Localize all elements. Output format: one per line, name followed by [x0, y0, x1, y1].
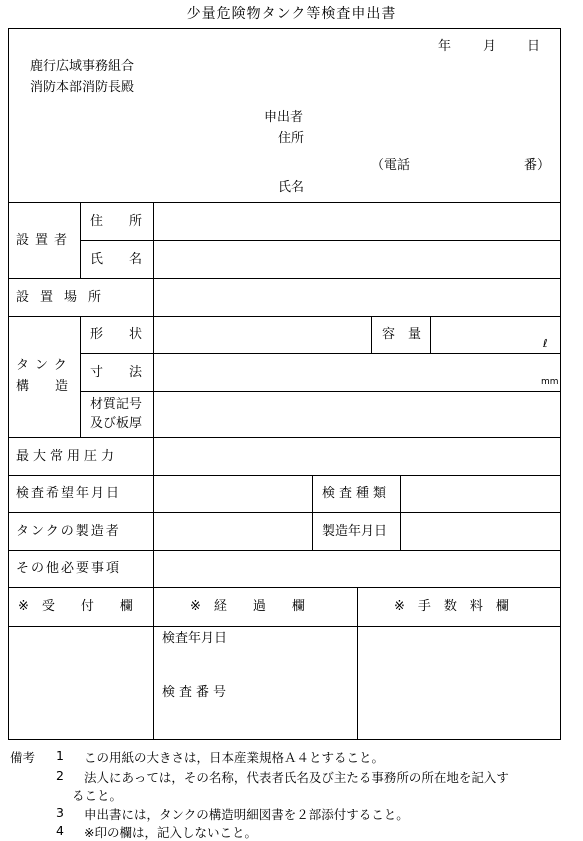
date-day-label: 日	[527, 39, 541, 54]
recipient-line-2: 消防本部消防長殿	[30, 80, 135, 95]
divider-installer-end	[8, 278, 561, 279]
tank-structure-label-1: タンク	[16, 358, 73, 373]
divider-pressure-end	[8, 475, 561, 476]
inspection-type-label: 検査種類	[322, 486, 391, 501]
note-2-text: 法人にあっては，その名称，代表者氏名及び主たる事務所の所在地を記入す	[84, 770, 509, 785]
max-pressure-label: 最大常用圧力	[16, 449, 119, 464]
dimensions-unit: mm	[541, 377, 559, 387]
note-2-continuation: ること。	[72, 788, 123, 803]
divider-v-capacity-right	[430, 316, 431, 353]
applicant-name-label: 氏名	[278, 180, 305, 195]
divider-tank-end	[8, 437, 561, 438]
divider-v-lower-values	[153, 437, 154, 587]
date-year-label: 年	[438, 39, 452, 54]
divider-v-capacity-left	[371, 316, 372, 353]
notes-heading: 備考	[10, 750, 36, 765]
note-4-number: 4	[56, 823, 64, 838]
reception-header: ※ 受 付 欄	[18, 599, 133, 614]
note-3-number: 3	[56, 805, 64, 820]
divider-v-tank	[80, 316, 81, 437]
progress-header: ※ 経 過 欄	[190, 599, 305, 614]
material-label-1: 材質記号	[90, 397, 143, 412]
note-4-text: ※印の欄は，記入しないこと。	[84, 825, 257, 840]
applicant-label: 申出者	[264, 110, 304, 125]
shape-label: 形 状	[90, 327, 143, 342]
manufacture-date-label: 製造年月日	[322, 524, 388, 539]
divider-v-office-1	[153, 587, 154, 740]
desired-date-label: 検査希望年月日	[16, 486, 122, 501]
inspection-date-label: 検査年月日	[162, 631, 228, 646]
note-1-number: 1	[56, 748, 64, 763]
note-1-text: この用紙の大きさは，日本産業規格Ａ４とすること。	[84, 750, 385, 765]
divider-v-location	[153, 278, 154, 316]
phone-close-label: 番）	[524, 158, 551, 173]
divider-v-type-left	[312, 475, 313, 550]
divider-v-installer	[80, 202, 81, 278]
divider-other-end	[8, 587, 561, 588]
phone-open-label: （電話	[371, 158, 411, 173]
material-label-2: 及び板厚	[90, 416, 143, 431]
divider-v-office-2	[357, 587, 358, 740]
installer-address-label: 住 所	[90, 214, 143, 229]
installer-label: 設置者	[16, 233, 74, 248]
capacity-unit: ℓ	[543, 337, 548, 350]
divider-v-tank-values	[153, 316, 154, 437]
divider-location-end	[8, 316, 561, 317]
divider-v-type-right	[400, 475, 401, 550]
date-month-label: 月	[483, 39, 497, 54]
page-title: 少量危険物タンク等検査申出書	[186, 6, 397, 22]
note-2-number: 2	[56, 768, 64, 783]
install-location-label: 設置場所	[16, 290, 113, 305]
inspection-number-label: 検査番号	[162, 685, 231, 700]
tank-structure-label-2: 構 造	[16, 379, 69, 394]
capacity-label: 容 量	[382, 327, 422, 342]
divider-v-installer-values	[153, 202, 154, 278]
recipient-line-1: 鹿行広域事務組合	[30, 59, 135, 74]
divider-header	[8, 202, 561, 203]
applicant-address-label: 住所	[278, 131, 305, 146]
note-3-text: 申出書には，タンクの構造明細図書を２部添付すること。	[84, 807, 409, 822]
divider-office-head	[8, 626, 561, 627]
dimensions-label: 寸 法	[90, 365, 143, 380]
divider-date-end	[8, 512, 561, 513]
installer-name-label: 氏 名	[90, 252, 143, 267]
manufacturer-label: タンクの製造者	[16, 524, 121, 539]
divider-manufacturer-end	[8, 550, 561, 551]
fee-header: ※ 手 数 料 欄	[394, 599, 509, 614]
other-matters-label: その他必要事項	[16, 561, 122, 576]
